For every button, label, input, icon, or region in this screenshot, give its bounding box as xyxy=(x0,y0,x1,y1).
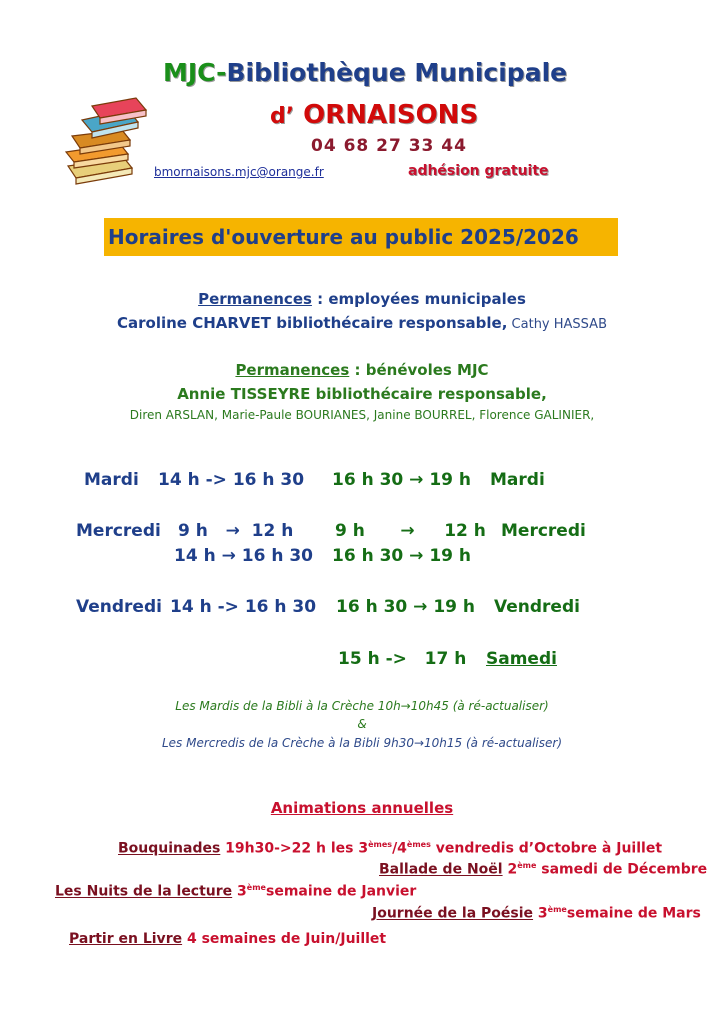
anim-bouquinades-sup-2: èmes xyxy=(406,840,431,849)
title-de: d’ xyxy=(270,104,295,129)
anim-poesie-text-2: semaine de Mars xyxy=(566,905,701,922)
volunteers-role: : bénévoles MJC xyxy=(349,361,489,379)
mercredi-day-right: Mercredi xyxy=(501,521,586,541)
anim-bouquinades-sup-1: èmes xyxy=(368,840,393,849)
anim-bouquinades-text-1: 19h30->22 h les 3 xyxy=(220,840,369,857)
anim-livre-text-1: 4 semaines de Juin/Juillet xyxy=(182,931,387,947)
vendredi-day-left: Vendredi xyxy=(76,597,162,617)
vendredi-slot-right: 16 h 30 → 19 h xyxy=(336,597,476,617)
phone-number: 04 68 27 33 44 xyxy=(311,136,467,156)
anim-bouquinades-text-3: vendredis d’Octobre à Juillet xyxy=(430,840,663,857)
vendredi-day-right: Vendredi xyxy=(494,597,580,617)
anim-noel-sup: ème xyxy=(517,861,537,870)
anim-bouquinades xyxy=(118,840,662,857)
staff-other: Cathy HASSAB xyxy=(507,317,607,332)
stack-of-books-icon xyxy=(62,96,154,186)
anim-nuits-text-2: semaine de Janvier xyxy=(265,883,417,900)
anim-nuits-sup: ème xyxy=(246,883,266,892)
mercredi-slot-left-2: 14 h → 16 h 30 xyxy=(174,546,314,566)
anim-bouquinades-text-2: /4 xyxy=(392,840,407,857)
vendredi-slot-left: 14 h -> 16 h 30 xyxy=(170,597,317,617)
anim-poesie xyxy=(372,905,701,922)
staff-role: : employées municipales xyxy=(311,290,526,308)
anim-livre-label: Partir en Livre xyxy=(69,931,183,947)
title-town: ORNAISONS xyxy=(303,100,479,130)
anim-poesie-sup: ème xyxy=(547,905,567,914)
anim-nuits-label: Les Nuits de la lecture xyxy=(55,883,233,900)
anim-livre xyxy=(69,931,386,947)
creche-note-2: Les Mercredis de la Crèche à la Bibli 9h30→10h15 (à ré-actualiser) xyxy=(161,736,563,750)
staff-names xyxy=(0,314,724,332)
mardi-slot-left: 14 h -> 16 h 30 xyxy=(158,470,305,490)
anim-bouquinades-label: Bouquinades xyxy=(118,840,221,857)
staff-label: Permanences xyxy=(198,290,312,308)
page-title xyxy=(163,58,567,87)
mercredi-slot-left-1: 9 h → 12 h xyxy=(178,521,294,541)
volunteers-lead: Annie TISSEYRE bibliothécaire responsable, xyxy=(177,385,547,403)
anim-noel-text-2: samedi de Décembre xyxy=(536,861,708,878)
mardi-day-left: Mardi xyxy=(84,470,139,490)
staff-heading xyxy=(0,290,724,308)
anim-noel-label: Ballade de Noël xyxy=(379,861,503,878)
staff-lead: Caroline CHARVET bibliothécaire responsable, xyxy=(117,314,508,332)
hours-title: Horaires d'ouverture au public 2025/2026 xyxy=(108,225,579,249)
creche-ampersand: & xyxy=(357,717,367,731)
anim-nuits xyxy=(55,883,416,900)
anim-poesie-label: Journée de la Poésie xyxy=(372,905,534,922)
anim-noel xyxy=(379,861,707,878)
animations-title: Animations annuelles xyxy=(270,799,454,817)
mercredi-slot-right-2: 16 h 30 → 19 h xyxy=(332,546,472,566)
anim-noel-text-1: 2 xyxy=(502,861,518,878)
samedi-day: Samedi xyxy=(486,649,557,669)
mardi-slot-right: 16 h 30 → 19 h xyxy=(332,470,472,490)
samedi-slot: 15 h -> 17 h xyxy=(338,649,467,669)
creche-note-1: Les Mardis de la Bibli à la Crèche 10h→10h45 (à ré-actualiser) xyxy=(175,699,549,713)
volunteers-heading xyxy=(0,361,724,379)
anim-poesie-text-1: 3 xyxy=(533,905,548,922)
title-mjc: MJC- xyxy=(163,58,227,87)
mardi-day-right: Mardi xyxy=(490,470,545,490)
volunteers-label: Permanences xyxy=(235,361,350,379)
email-link[interactable]: bmornaisons.mjc@orange.fr xyxy=(154,165,324,179)
mercredi-day-left: Mercredi xyxy=(76,521,161,541)
page-subtitle xyxy=(270,100,478,130)
mercredi-slot-right-1: 9 h → 12 h xyxy=(335,521,486,541)
adhesion-note: adhésion gratuite xyxy=(408,163,549,179)
title-library: Bibliothèque Municipale xyxy=(226,58,568,87)
anim-nuits-text-1: 3 xyxy=(232,883,247,900)
volunteers-others: Diren ARSLAN, Marie-Paule BOURIANES, Janine BOURREL, Florence GALINIER, xyxy=(129,408,595,422)
